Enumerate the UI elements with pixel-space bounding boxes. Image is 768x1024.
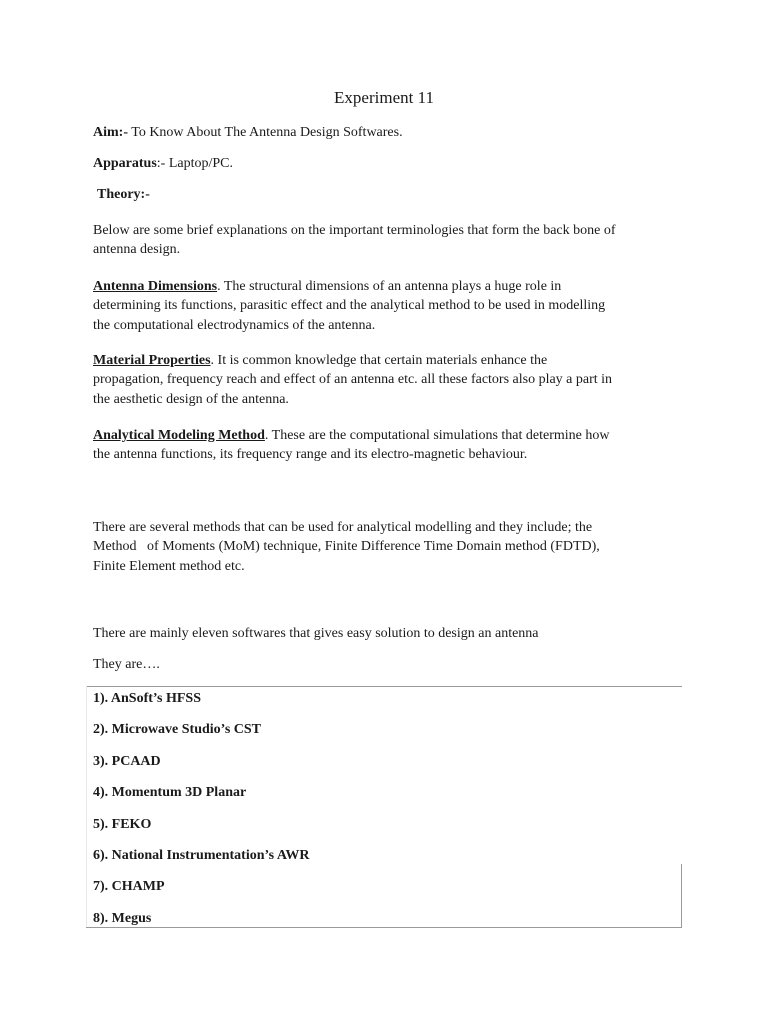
software-list-item: 4). Momentum 3D Planar [93, 785, 247, 800]
antenna-dimensions-line: determining its functions, parasitic effect and the analytical method to be used in modelling [93, 298, 606, 314]
theory-heading [97, 185, 687, 204]
antenna-dimensions-paragraph [93, 277, 693, 335]
list-top-rule [86, 686, 682, 687]
list-left-rule [86, 686, 87, 927]
intro-line: antenna design. [93, 242, 181, 258]
methods-line: There are several methods that can be used for analytical modelling and they include; the [93, 520, 593, 535]
apparatus-line [93, 154, 683, 173]
intro-line: Below are some brief explanations on the important terminologies that form the back bone of [93, 223, 616, 238]
material-properties-line: propagation, frequency reach and effect of an antenna etc. all these factors also play a part in [93, 372, 613, 388]
software-list-item: 8). Megus [93, 911, 152, 926]
apparatus-text: :- Laptop/PC. [156, 156, 234, 171]
software-list-item: 7). CHAMP [93, 879, 165, 894]
software-list-item: 1). AnSoft’s HFSS [93, 691, 202, 706]
methods-line: Finite Element method etc. [93, 558, 245, 574]
analytical-modeling-heading: Analytical Modeling Method [93, 428, 265, 443]
material-properties-paragraph [93, 351, 693, 409]
aim-text: To Know About The Antenna Design Softwares. [128, 125, 403, 140]
methods-line: Method of Moments (MoM) technique, Finite Difference Time Domain method (FDTD), [93, 539, 600, 555]
list-right-rule [681, 864, 682, 927]
they-are-text: They are…. [93, 657, 160, 672]
software-list-item: 3). PCAAD [93, 754, 161, 769]
antenna-dimensions-first-line [93, 277, 693, 296]
page-title: Experiment 11 [334, 88, 434, 107]
material-properties-line: the aesthetic design of the antenna. [93, 391, 289, 407]
antenna-dimensions-line: the computational electrodynamics of the antenna. [93, 317, 376, 333]
aim-label: Aim:- [93, 125, 128, 140]
antenna-dimensions-heading: Antenna Dimensions [93, 279, 218, 294]
analytical-modeling-paragraph [93, 426, 693, 465]
analytical-modeling-first-line [93, 426, 693, 445]
theory-label: Theory:- [97, 187, 150, 202]
software-list-item: 5). FEKO [93, 817, 152, 832]
software-list-item: 2). Microwave Studio’s CST [93, 722, 261, 737]
material-properties-first-line [93, 351, 693, 370]
aim-line [93, 123, 683, 142]
methods-paragraph [93, 518, 693, 576]
intro-paragraph [93, 221, 693, 260]
apparatus-label: Apparatus [93, 156, 157, 171]
analytical-modeling-line: the antenna functions, its frequency range and its electro-magnetic behaviour. [93, 447, 528, 463]
material-properties-heading: Material Properties [93, 353, 211, 368]
analytical-modeling-text: . These are the computational simulations that determine how [264, 428, 610, 443]
antenna-dimensions-text: . The structural dimensions of an antenna plays a huge role in [217, 279, 562, 294]
software-list-item: 6). National Instrumentation’s AWR [93, 848, 310, 863]
material-properties-text: . It is common knowledge that certain materials enhance the [210, 353, 548, 368]
softwares-intro: There are mainly eleven softwares that gives easy solution to design an antenna [93, 626, 539, 641]
